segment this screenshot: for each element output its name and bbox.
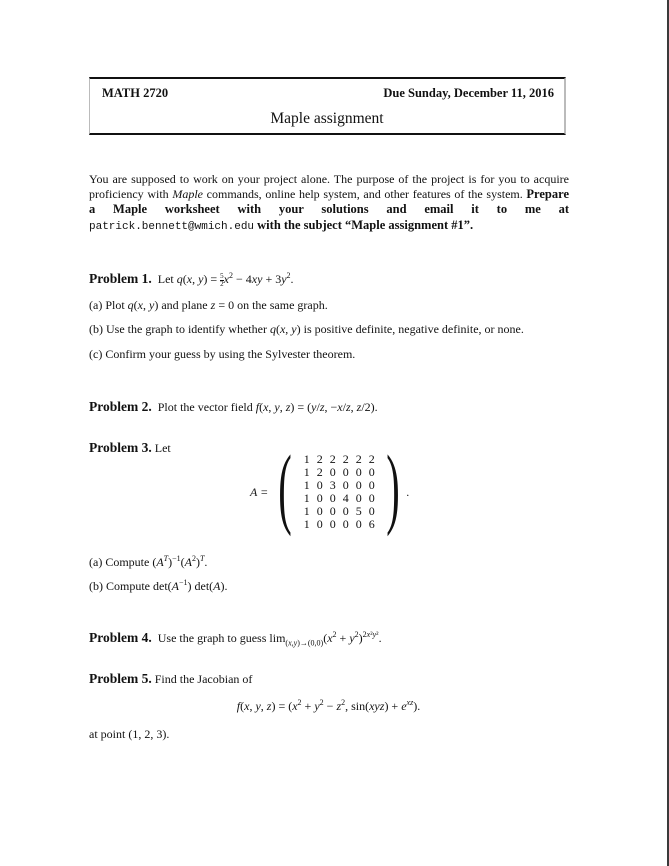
- matrix-cell: 6: [368, 517, 375, 532]
- matrix-cell: 0: [342, 477, 349, 492]
- problem-5-heading: [89, 671, 252, 687]
- matrix-cell: 0: [316, 477, 323, 492]
- problem-5-statement: Find the Jacobian of: [154, 672, 253, 686]
- matrix-row: [300, 505, 378, 518]
- problem-2-statement: Plot the vector field f(x, y, z) = (y/z, −x/z, z/2).: [154, 400, 378, 414]
- email-address: patrick.bennett@wmich.edu: [89, 220, 255, 233]
- assignment-title: Maple assignment: [270, 110, 384, 127]
- matrix-cell: 1: [303, 464, 310, 479]
- problem-3-part-a: (a) Compute $(A^T)^{-1}(A^2)^T$.: [89, 554, 208, 569]
- problem-3-heading: [89, 440, 171, 456]
- problem-3-statement: Let: [154, 441, 171, 455]
- intro-paragraph: [89, 172, 569, 235]
- matrix-cell: 0: [368, 477, 375, 492]
- problem-3-part-b: (b) Compute $\det(A^{-1})$ det(A).: [89, 578, 228, 593]
- matrix-cell: 2: [316, 464, 323, 479]
- matrix-cell: 1: [303, 504, 310, 519]
- problem-label: Problem 2.: [89, 399, 152, 414]
- jacobian-equation: f(x, y, $z) = (x^2 + y^2 - z^2$, $\sin(xyz) + e^{xz}$).: [236, 698, 421, 713]
- header-box: [89, 77, 566, 135]
- problem-1-statement: Let q(x, y) = $\frac{5}{2}$ $x^2 - 4xy + 3y^2$.: [154, 271, 294, 288]
- problem-4-heading: [89, 630, 382, 646]
- matrix-cell: 0: [329, 517, 336, 532]
- matrix-cell: 0: [316, 504, 323, 519]
- matrix-cell: 2: [316, 451, 323, 466]
- matrix-cell: 1: [303, 517, 310, 532]
- problem-1-heading: [89, 271, 294, 288]
- due-date: Due Sunday, December 11, 2016: [383, 86, 554, 100]
- matrix-label: A =: [250, 484, 269, 499]
- left-paren: (: [278, 438, 292, 537]
- problem-1-part-c: (c) Confirm your guess by using the Sylvester theorem.: [89, 347, 356, 361]
- matrix-cell: 5: [355, 504, 362, 519]
- intro-bold: Prepare a Maple worksheet with your solutions and email it to me at: [89, 187, 569, 217]
- matrix-table: [300, 452, 378, 531]
- problem-1-part-b: (b) Use the graph to identify whether q(x, y) is positive definite, negative definite, or none.: [89, 322, 524, 336]
- matrix-row: [300, 492, 378, 505]
- problem-4-statement: Use the graph to guess $\lim_{(x,y)\to(0,0)}(x^2 + y^2)^{2x^2y^2}$.: [154, 630, 382, 648]
- problem-label: Problem 3.: [89, 440, 152, 455]
- matrix-cell: 4: [342, 491, 349, 506]
- matrix-cell: 0: [368, 504, 375, 519]
- intro-text: You are supposed to work on your project alone. The purpose of the project is for you to acquire proficiency with: [89, 172, 569, 202]
- matrix-cell: 1: [303, 491, 310, 506]
- matrix-cell: 0: [355, 464, 362, 479]
- matrix-cell: 1: [303, 451, 310, 466]
- matrix-A: [250, 438, 410, 537]
- matrix-cell: 0: [329, 464, 336, 479]
- matrix-row: [300, 479, 378, 492]
- maple-italic: Maple: [172, 187, 203, 202]
- problem-2-heading: [89, 399, 378, 415]
- matrix-cell: 0: [329, 491, 336, 506]
- matrix-cell: 0: [355, 491, 362, 506]
- problem-label: Problem 1.: [89, 271, 152, 286]
- matrix-cell: 1: [303, 477, 310, 492]
- problem-label: Problem 4.: [89, 630, 152, 645]
- matrix-cell: 0: [355, 477, 362, 492]
- problem-1-part-a: (a) Plot q(x, y) and plane z = 0 on the same graph.: [89, 298, 328, 312]
- matrix-cell: 0: [342, 517, 349, 532]
- matrix-cell: 0: [316, 517, 323, 532]
- matrix-cell: 0: [368, 464, 375, 479]
- intro-bold-2: with the subject “Maple assignment #1”.: [254, 217, 474, 232]
- matrix-row: [300, 452, 378, 465]
- matrix-cell: 0: [355, 517, 362, 532]
- matrix-row: [300, 518, 378, 531]
- matrix-cell: 3: [329, 477, 336, 492]
- matrix-cell: 2: [329, 451, 336, 466]
- matrix-cell: 2: [368, 451, 375, 466]
- matrix-row: [300, 466, 378, 479]
- right-paren: ): [386, 438, 400, 537]
- matrix-cell: 0: [342, 464, 349, 479]
- matrix-cell: 0: [329, 504, 336, 519]
- matrix-cell: 0: [368, 491, 375, 506]
- intro-text-2: commands, online help system, and other features of the system.: [203, 187, 527, 202]
- course-code: MATH 2720: [102, 86, 169, 100]
- matrix-cell: 0: [342, 504, 349, 519]
- matrix-cell: 2: [355, 451, 362, 466]
- period: .: [406, 484, 410, 499]
- problem-5-tail: at point (1, 2, 3).: [89, 727, 170, 741]
- problem-label: Problem 5.: [89, 671, 152, 686]
- matrix-cell: 0: [316, 491, 323, 506]
- matrix-cell: 2: [342, 451, 349, 466]
